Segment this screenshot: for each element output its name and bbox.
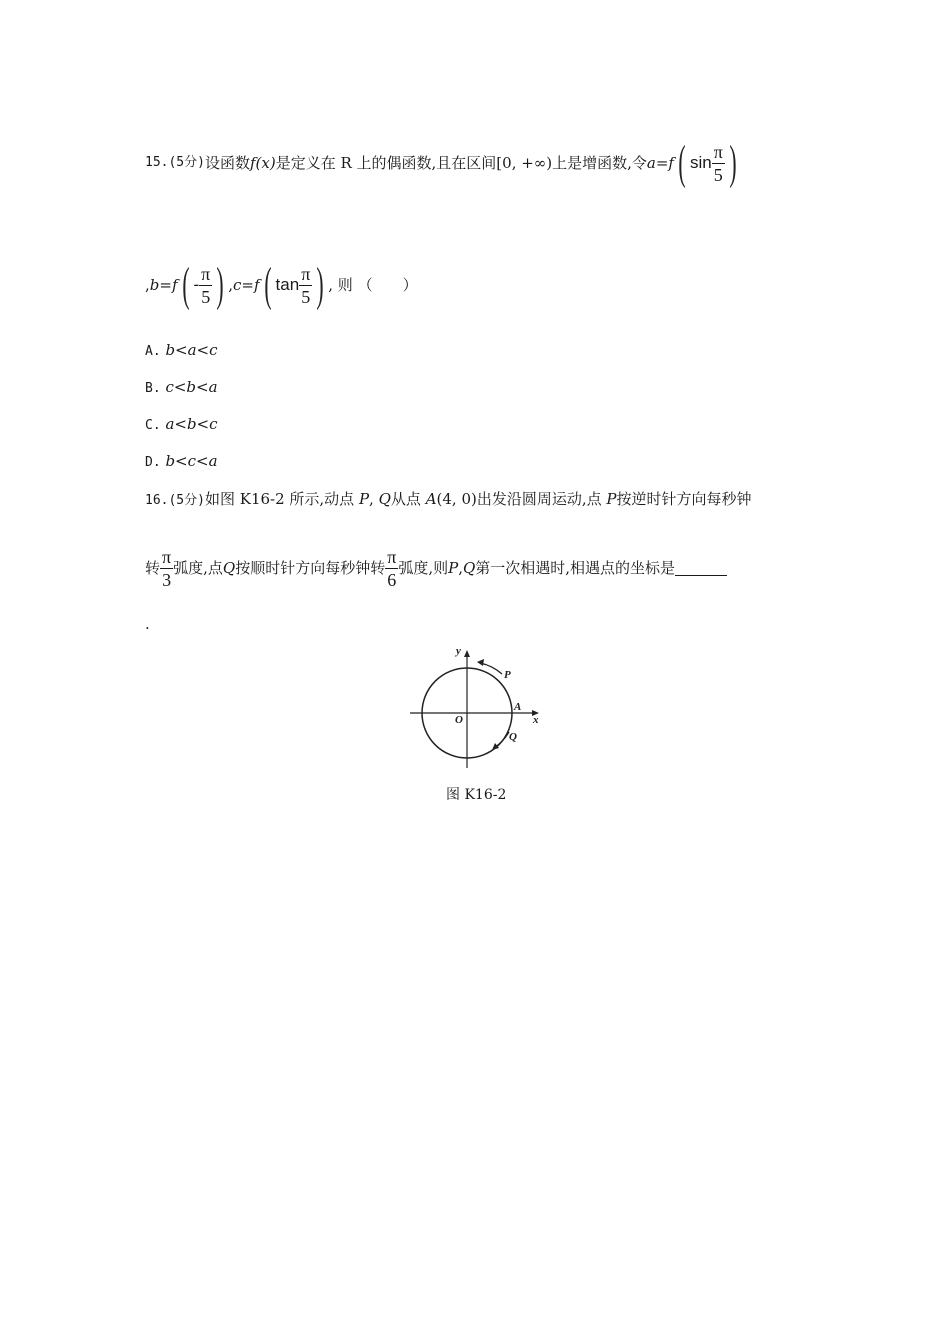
option-expr: c<b<a bbox=[165, 378, 218, 396]
label-p: P bbox=[504, 669, 511, 681]
q15-b-frac-num: π bbox=[201, 263, 211, 284]
q15-c-lparen: ( bbox=[263, 258, 272, 311]
q16-p: P bbox=[358, 490, 370, 508]
q15-number: 15. bbox=[145, 155, 169, 170]
q16-frac1-den: 3 bbox=[162, 569, 172, 590]
q15-c-rparen: ) bbox=[316, 258, 324, 311]
q16-frac2-num: π bbox=[387, 546, 397, 567]
q16-text6: 按顺时针方向每秒钟转 bbox=[235, 559, 386, 577]
label-a: A bbox=[514, 701, 522, 713]
q15-b-fraction bbox=[199, 264, 212, 307]
figure-k16-2 bbox=[400, 640, 560, 780]
q15-line1 bbox=[145, 136, 741, 189]
option-expr: a<b<c bbox=[165, 415, 218, 433]
q15-c-sep: , bbox=[228, 276, 234, 294]
q16-number: 16. bbox=[145, 493, 169, 508]
q16-q3: Q bbox=[462, 559, 476, 577]
q15-c-fraction bbox=[299, 264, 312, 307]
q15-c-frac-den: 5 bbox=[301, 286, 311, 307]
q15-a-eq: a=f bbox=[646, 154, 674, 172]
q15-text2: 是定义在 R 上的偶函数,且在区间[0, +∞)上是增函数,令 bbox=[275, 154, 647, 172]
q16-coords: (4, 0) bbox=[436, 490, 477, 508]
q15-a-frac-den: 5 bbox=[713, 164, 723, 185]
q16-q: Q bbox=[378, 490, 391, 508]
q15-score: (5分) bbox=[168, 155, 205, 170]
q16-text2: 从点 bbox=[390, 490, 426, 508]
q16-p3: P bbox=[448, 559, 459, 577]
option-label: B. bbox=[145, 381, 161, 396]
q16-line1 bbox=[145, 489, 752, 511]
q16-text4: 按逆时针方向每秒钟 bbox=[616, 490, 752, 508]
q15-b-frac-den: 5 bbox=[201, 286, 211, 307]
q16-text5: 弧度,点 bbox=[173, 559, 223, 577]
q16-a: A bbox=[425, 490, 437, 508]
q15-option-a bbox=[145, 340, 218, 362]
figure-caption: 图 K16-2 bbox=[446, 787, 507, 803]
q16-q2: Q bbox=[222, 559, 236, 577]
option-label: A. bbox=[145, 344, 161, 359]
q16-text8: 第一次相遇时,相遇点的坐标是 bbox=[475, 559, 676, 577]
q15-a-fraction bbox=[712, 142, 725, 185]
q16-fraction-pi-6 bbox=[385, 547, 398, 590]
q16-text3: 出发沿圆周运动,点 bbox=[476, 490, 607, 508]
label-q: Q bbox=[509, 731, 517, 743]
q16-text1: 如图 K16-2 所示,动点 bbox=[204, 490, 359, 508]
q16-sep2: , bbox=[458, 559, 463, 577]
q16-frac1-num: π bbox=[162, 546, 172, 567]
label-o: O bbox=[455, 714, 463, 726]
label-y: y bbox=[456, 645, 461, 657]
q15-a-lparen: ( bbox=[678, 136, 686, 189]
q15-c-frac-num: π bbox=[301, 263, 311, 284]
q15-comma-b: , bbox=[145, 276, 150, 294]
y-axis-arrow bbox=[464, 650, 470, 657]
q15-a-rparen: ) bbox=[729, 136, 737, 189]
option-expr: b<c<a bbox=[165, 452, 218, 470]
q15-sin: sin bbox=[689, 153, 712, 172]
q15-line2 bbox=[145, 258, 418, 311]
q15-a-frac-num: π bbox=[713, 141, 723, 162]
q15-b-rparen: ) bbox=[216, 258, 224, 311]
q16-p2: P bbox=[606, 490, 617, 508]
q16-frac2-den: 6 bbox=[387, 569, 397, 590]
label-x: x bbox=[533, 714, 539, 726]
q16-sep: , bbox=[369, 490, 379, 508]
p-arrowhead bbox=[477, 659, 484, 666]
q16-period: . bbox=[145, 615, 150, 633]
q15-b-eq: b=f bbox=[149, 276, 178, 294]
p-motion-arrow bbox=[480, 663, 502, 674]
q15-option-b bbox=[145, 377, 218, 399]
q16-zhuan: 转 bbox=[145, 559, 161, 577]
q16-line2 bbox=[145, 546, 727, 590]
q16-score: (5分) bbox=[168, 493, 205, 508]
q16-text7: 弧度,则 bbox=[398, 559, 449, 577]
q15-neg: - bbox=[193, 275, 200, 294]
q15-then: , 则 （ ） bbox=[328, 276, 418, 294]
q15-option-c bbox=[145, 414, 218, 436]
answer-blank bbox=[675, 561, 727, 576]
q15-text1: 设函数 bbox=[204, 154, 250, 172]
q15-b-lparen: ( bbox=[181, 258, 190, 311]
q16-fraction-pi-3 bbox=[160, 547, 173, 590]
q15-option-d bbox=[145, 451, 218, 473]
option-label: C. bbox=[145, 418, 161, 433]
option-expr: b<a<c bbox=[165, 341, 218, 359]
q15-c-eq: c=f bbox=[233, 276, 260, 294]
q15-tan: tan bbox=[275, 275, 300, 294]
q15-fx: f(x) bbox=[249, 154, 276, 172]
option-label: D. bbox=[145, 455, 161, 470]
